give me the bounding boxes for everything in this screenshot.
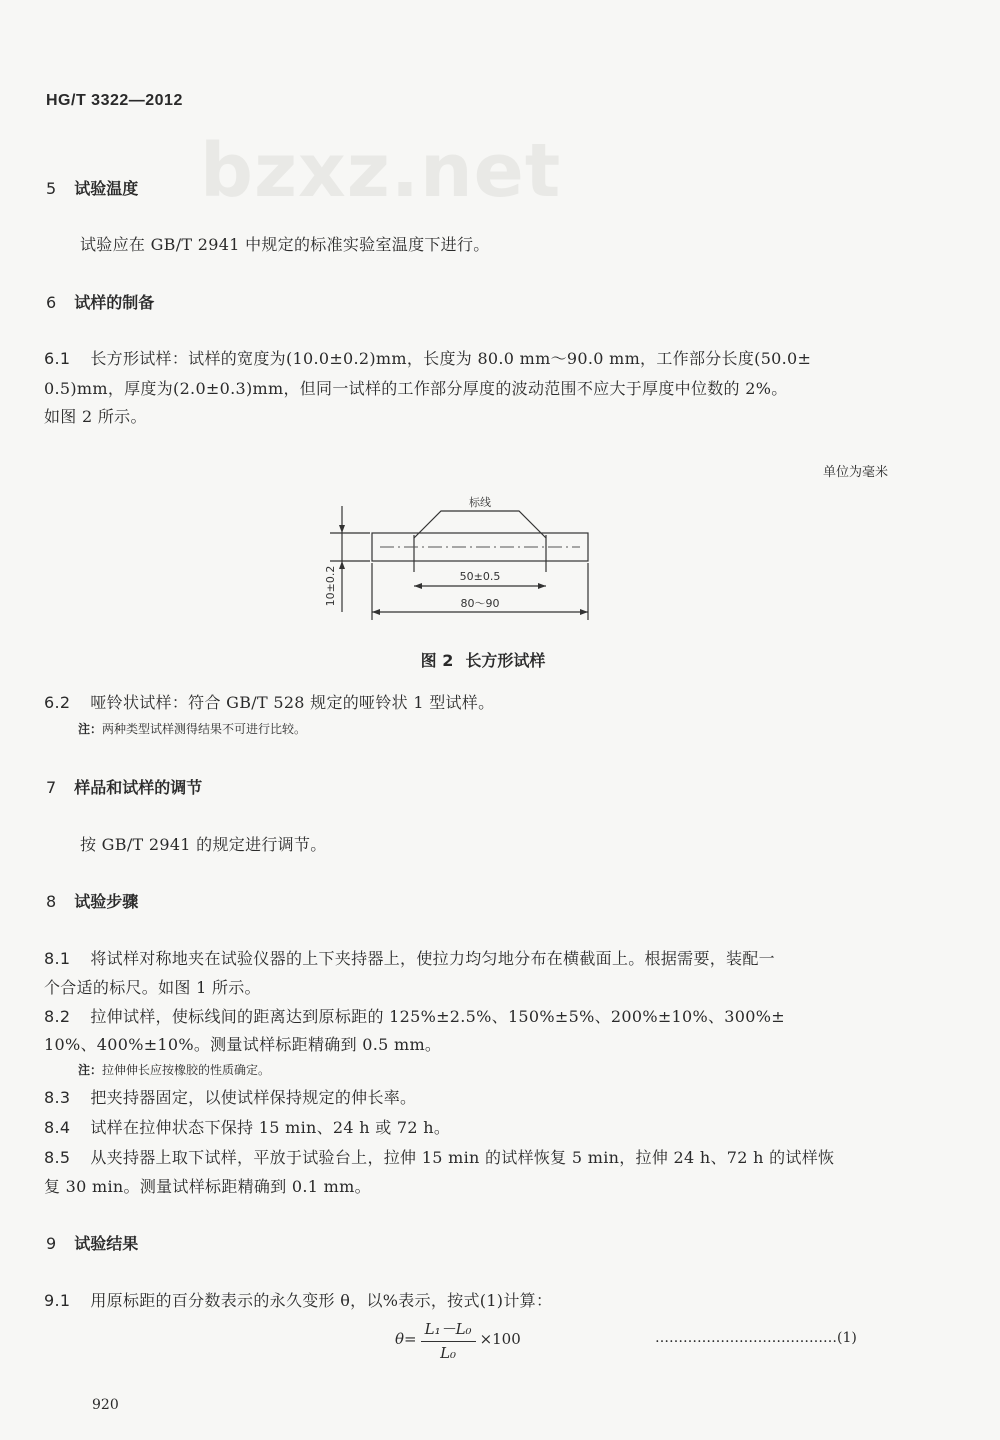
watermark: bzxz.net (200, 128, 562, 214)
note-label: 注： (78, 1063, 103, 1077)
clause-8-3 (44, 1085, 416, 1108)
mark-leader (414, 511, 546, 538)
clause-6-2 (44, 690, 494, 713)
clause-8-5-line-1 (44, 1145, 834, 1168)
equation-number: …………………………………(1) (655, 1330, 857, 1346)
clause-8-1-line-2: 个合适的标尺。如图 1 所示。 (44, 978, 261, 997)
section-title: 试样的制备 (74, 293, 155, 312)
clause-8-2-line-2: 10%、400%±10%。测量试样标距精确到 0.5 mm。 (44, 1035, 442, 1054)
clause-number: 8.4 (44, 1118, 71, 1137)
formula-numerator: L₁－L₀ (421, 1318, 476, 1342)
note-text: 两种类型试样测得结果不可进行比较。 (102, 722, 307, 736)
clause-number: 8.5 (44, 1148, 71, 1167)
clause-text: 将试样对称地夹在试验仪器的上下夹持器上，使拉力均匀地分布在横截面上。根据需要，装配一 (90, 949, 775, 968)
clause-8-5-line-2: 复 30 min。测量试样标距精确到 0.1 mm。 (44, 1177, 371, 1196)
width-dimension-label: 10±0.2 (324, 565, 337, 607)
formula-lhs: θ= (395, 1330, 417, 1348)
section-title: 样品和试样的调节 (74, 778, 203, 797)
clause-number: 6.2 (44, 693, 71, 712)
mark-label: 标线 (469, 496, 491, 509)
section-number: 5 (46, 179, 57, 198)
section-number: 6 (46, 293, 57, 312)
page-number: 920 (92, 1397, 119, 1413)
clause-number: 8.3 (44, 1088, 71, 1107)
formula-tail: ×100 (479, 1330, 521, 1348)
figure-number: 图 2 (420, 651, 454, 670)
clause-9-1 (44, 1288, 552, 1311)
section-5-text: 试验应在 GB/T 2941 中规定的标准实验室温度下进行。 (80, 235, 490, 254)
clause-number: 8.1 (44, 949, 71, 968)
figure-title: 长方形试样 (465, 651, 546, 670)
clause-number: 8.2 (44, 1007, 71, 1026)
section-title: 试验温度 (74, 179, 139, 198)
section-number: 7 (46, 778, 57, 797)
figure-caption (0, 648, 966, 671)
length-dimension-label: 80～90 (460, 597, 500, 610)
section-8-heading (46, 889, 138, 912)
clause-text: 从夹持器上取下试样，平放于试验台上，拉伸 15 min 的试样恢复 5 min，拉伸 24 h、72 h 的试样恢 (90, 1148, 835, 1167)
formula-denominator: L₀ (440, 1344, 457, 1362)
unit-note: 单位为毫米 (822, 465, 888, 480)
clause-6-1-line-3: 如图 2 所示。 (44, 407, 147, 426)
section-title: 试验结果 (74, 1234, 139, 1253)
clause-number: 6.1 (44, 349, 71, 368)
document-header: HG/T 3322—2012 (46, 92, 183, 109)
section-7-heading (46, 775, 202, 798)
section-title: 试验步骤 (74, 892, 139, 911)
clause-text: 试样在拉伸状态下保持 15 min、24 h 或 72 h。 (90, 1118, 451, 1137)
clause-text: 用原标距的百分数表示的永久变形 θ，以%表示，按式(1)计算： (90, 1291, 553, 1310)
formula-1 (395, 1318, 521, 1362)
section-5-heading (46, 176, 138, 199)
formula-fraction (421, 1318, 476, 1362)
clause-text: 把夹持器固定，以使试样保持规定的伸长率。 (90, 1088, 417, 1107)
clause-text: 长方形试样：试样的宽度为(10.0±0.2)mm，长度为 80.0 mm～90.0 mm，工作部分长度(50.0± (90, 349, 812, 368)
note-2 (78, 1061, 270, 1078)
clause-number: 9.1 (44, 1291, 71, 1310)
clause-6-1-line-1 (44, 346, 811, 369)
section-number: 9 (46, 1234, 57, 1253)
section-9-heading (46, 1231, 138, 1254)
clause-text: 哑铃状试样：符合 GB/T 528 规定的哑铃状 1 型试样。 (90, 693, 495, 712)
clause-8-1-line-1 (44, 946, 775, 969)
clause-text: 拉伸试样，使标线间的距离达到原标距的 125%±2.5%、150%±5%、200%±10%、300%± (90, 1007, 785, 1026)
section-7-text: 按 GB/T 2941 的规定进行调节。 (80, 835, 327, 854)
clause-6-1-line-2: 0.5)mm，厚度为(2.0±0.3)mm，但同一试样的工作部分厚度的波动范围不应大于厚度中位数的 2%。 (44, 379, 788, 398)
note-text: 拉伸伸长应按橡胶的性质确定。 (102, 1063, 271, 1077)
note-label: 注： (78, 722, 103, 736)
gauge-dimension-label: 50±0.5 (459, 570, 501, 583)
clause-8-4 (44, 1115, 450, 1138)
figure-2-drawing (320, 480, 620, 630)
section-6-heading (46, 290, 154, 313)
note-1 (78, 720, 306, 737)
section-number: 8 (46, 892, 57, 911)
clause-8-2-line-1 (44, 1004, 785, 1027)
